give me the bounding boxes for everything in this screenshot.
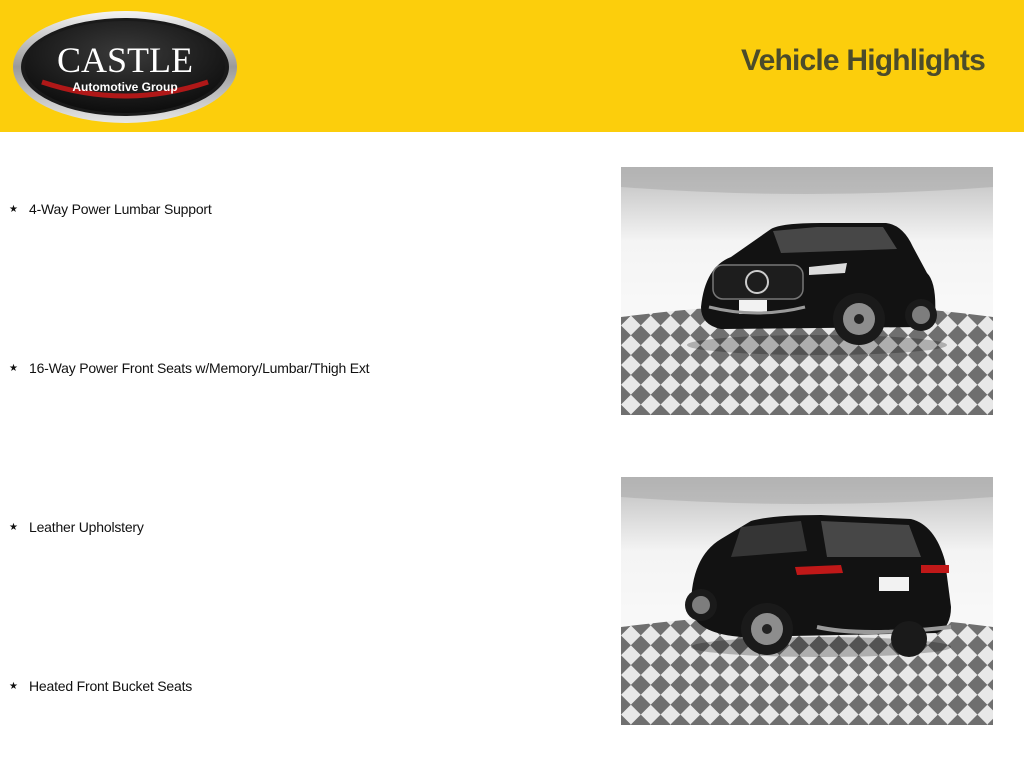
highlight-item xyxy=(9,676,192,696)
header-bar xyxy=(0,0,1024,132)
star-icon: ★ xyxy=(9,362,18,374)
logo-main-text: CASTLE xyxy=(56,40,194,80)
highlight-item xyxy=(9,199,212,219)
vehicle-photo-rear xyxy=(621,477,993,725)
highlight-text: Leather Upholstery xyxy=(29,519,144,535)
highlight-item xyxy=(9,358,369,378)
highlight-text: 4-Way Power Lumbar Support xyxy=(29,201,212,217)
highlight-item xyxy=(9,517,144,537)
vehicle-photo-front xyxy=(621,167,993,415)
star-icon: ★ xyxy=(9,203,18,215)
page-title: Vehicle Highlights xyxy=(741,44,985,77)
logo-sub-text: Automotive Group xyxy=(72,80,178,94)
highlight-text: 16-Way Power Front Seats w/Memory/Lumbar/Thigh Ext xyxy=(29,360,370,376)
star-icon: ★ xyxy=(9,521,18,533)
star-icon: ★ xyxy=(9,680,18,692)
highlight-text: Heated Front Bucket Seats xyxy=(29,678,193,694)
castle-logo xyxy=(12,10,238,124)
